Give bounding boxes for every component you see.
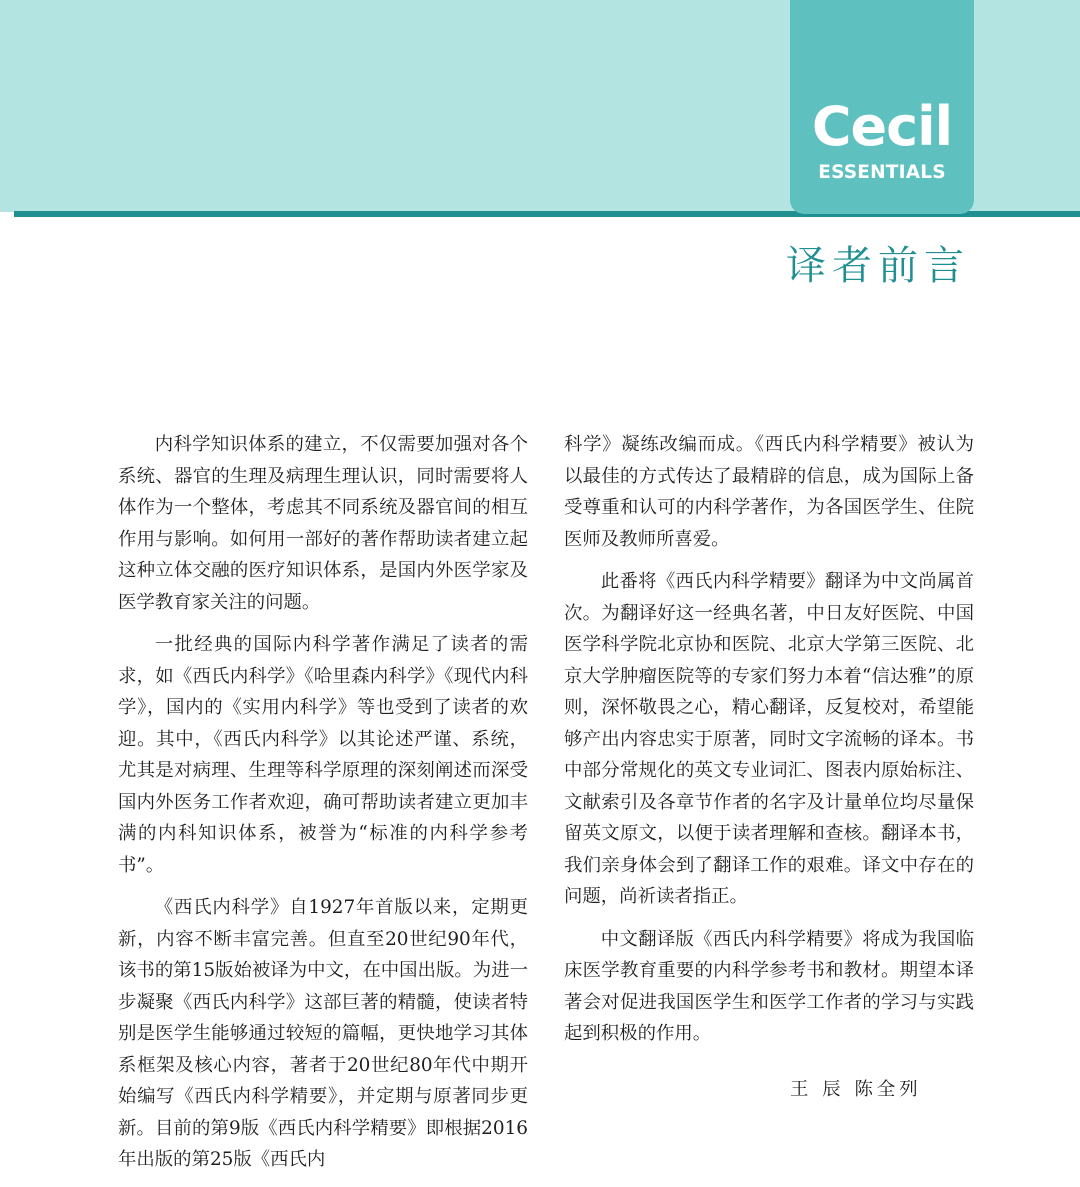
right-column [564, 429, 974, 1061]
logo-subtitle: ESSENTIALS [818, 162, 946, 183]
cecil-essentials-logo [790, 0, 974, 214]
paragraph: 中文翻译版《西氏内科学精要》将成为我国临床医学教育重要的内科学参考书和教材。期望本译著会对促进我国医学生和医学工作者的学习与实践起到积极的作用。 [564, 928, 974, 1044]
paragraph: 此番将《西氏内科学精要》翻译为中文尚属首次。为翻译好这一经典名著，中日友好医院、中国医学科学院北京协和医院、北京大学第三医院、北京大学肿瘤医院等的专家们努力本着“信达雅”的原则，深怀敬畏之心，精心翻译，反复校对，希望能够产出内容忠实于原著，同时文字流畅的译本。书中部分常规化的英文专业词汇、图表内原始标注、文献索引及各章节作者的名字及计量单位均尽量保留英文原文，以便于读者理解和查核。翻译本书，我们亲身体会到了翻译工作的艰难。译文中存在的问题，尚祈读者指正。 [564, 571, 974, 907]
page-title: 译者前言 [786, 243, 970, 289]
logo-wordmark: Cecil [811, 95, 953, 158]
paragraph: 一批经典的国际内科学著作满足了读者的需求，如《西氏内科学》《哈里森内科学》《现代内科学》，国内的《实用内科学》等也受到了读者的欢迎。其中，《西氏内科学》以其论述严谨、系统，尤其是对病理、生理等科学原理的深刻阐述而深受国内外医务工作者欢迎，确可帮助读者建立更加丰满的内科知识体系，被誉为“标准的内科学参考书”。 [118, 634, 528, 876]
left-column [118, 429, 528, 1187]
paragraph: 内科学知识体系的建立，不仅需要加强对各个系统、器官的生理及病理生理认识，同时需要将人体作为一个整体，考虑其不同系统及器官间的相互作用与影响。如何用一部好的著作帮助读者建立起这种立体交融的医疗知识体系，是国内外医学家及医学教育家关注的问题。 [118, 434, 528, 613]
paragraph: 《西氏内科学》自1927年首版以来，定期更新，内容不断丰富完善。但直至20世纪90年代，该书的第15版始被译为中文，在中国出版。为进一步凝聚《西氏内科学》这部巨著的精髓，使读者特别是医学生能够通过较短的篇幅，更快地学习其体系框架及核心内容，著者于20世纪80年代中期开始编写《西氏内科学精要》，并定期与原著同步更新。目前的第9版《西氏内科学精要》即根据2016年出版的第25版《西氏内 [118, 897, 528, 1170]
paragraph-continued: 科学》凝练改编而成。《西氏内科学精要》被认为以最佳的方式传达了最精辟的信息，成为国际上备受尊重和认可的内科学著作，为各国医学生、住院医师及教师所喜爱。 [564, 434, 974, 550]
translator-signature: 王 辰 陈全列 [790, 1079, 922, 1100]
